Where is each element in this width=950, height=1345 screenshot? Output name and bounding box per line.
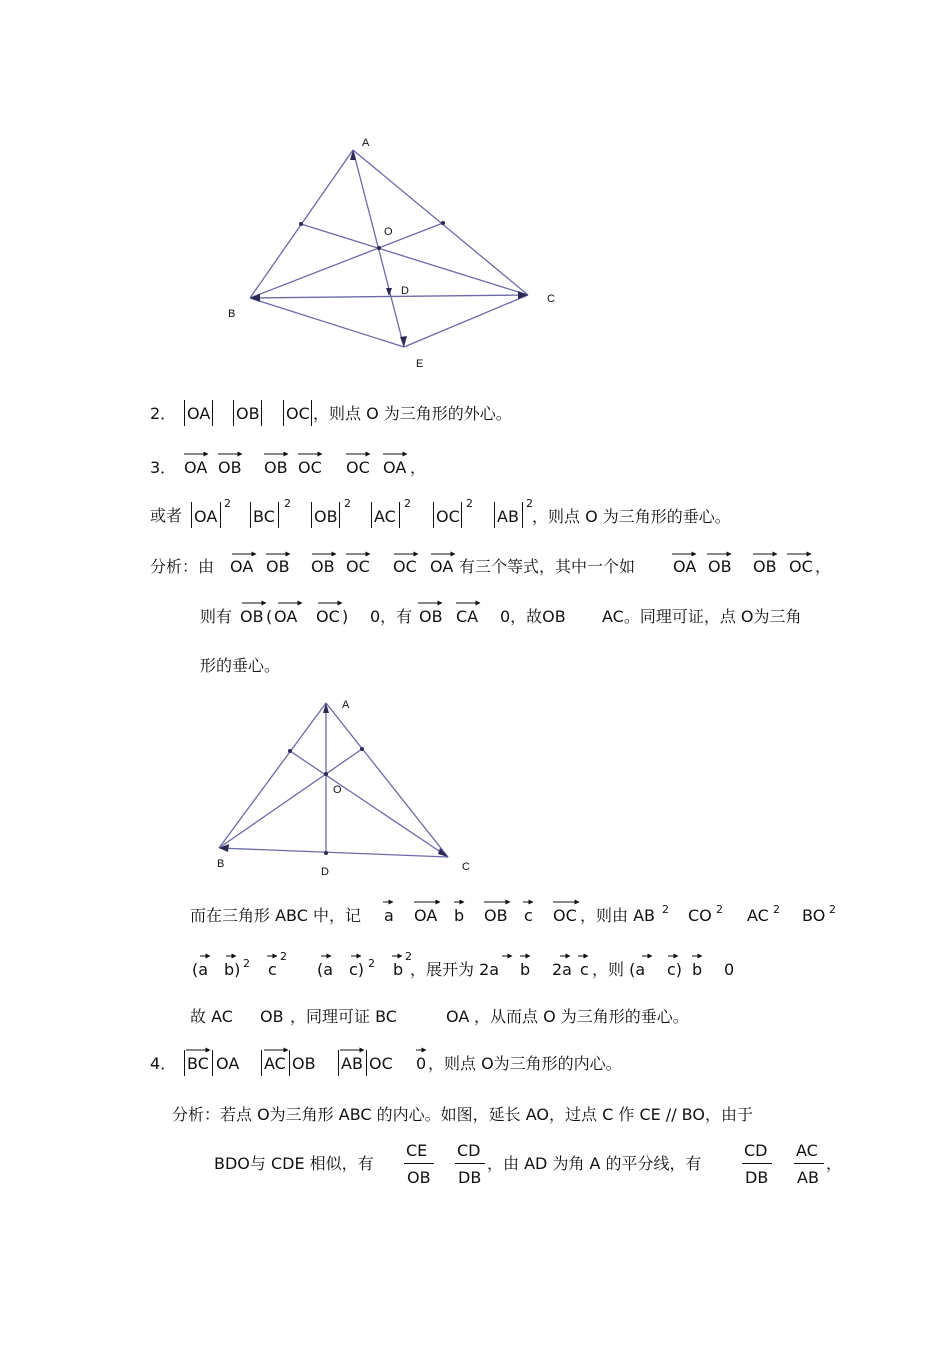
analysis-line-2: BDO与 CDE 相似，有 (214, 1154, 374, 1173)
vector-oc: OC (316, 607, 340, 626)
label-o: O (333, 784, 342, 796)
vector-oc: OC (553, 906, 577, 925)
label-o: O (384, 226, 393, 238)
norm-bc: BC (187, 1054, 209, 1073)
vector-ob: OB (311, 557, 335, 576)
item-2-text: ，则点 O 为三角形的外心。 (313, 404, 512, 423)
expr-c: c) (667, 960, 683, 979)
fraction-numerator: AC (796, 1141, 818, 1160)
fraction-denominator: OB (407, 1168, 431, 1187)
expr-a: (a (192, 960, 209, 979)
figure-triangle-orthocenter (210, 695, 490, 880)
zero: 0 (724, 960, 735, 979)
vector-ob: OB (753, 557, 777, 576)
then-label: 则有 (200, 607, 233, 626)
therefore-ac: 故 AC (190, 1007, 233, 1026)
comma: ， (815, 557, 832, 576)
vector-oa: OA (216, 1054, 240, 1073)
or-text: ，则点 O 为三角形的垂心。 (532, 507, 731, 526)
superscript: 2 (526, 497, 533, 510)
zero-text: 0，故OB (500, 607, 566, 626)
superscript: 2 (466, 497, 473, 510)
fraction-denominator: AB (797, 1168, 819, 1187)
analysis-line-1: 分析：若点 O为三角形 ABC 的内心。如图，延长 AO，过点 C 作 CE // BO，由于 (172, 1105, 753, 1124)
vector-ob: OB (266, 557, 290, 576)
superscript: 2 (405, 950, 412, 963)
segment-ob: OB (260, 1007, 284, 1026)
proof-then: ，则由 AB (580, 906, 656, 925)
edge-bc (219, 848, 448, 857)
vector-oa: OA (414, 906, 438, 925)
symbol-c: c (524, 906, 533, 925)
vector-oa: OA (430, 557, 454, 576)
symbol-a: a (384, 906, 394, 925)
vector-ob: OB (240, 607, 264, 626)
vector-oc: OC (789, 557, 813, 576)
similar-bc: ，同理可证 BC (290, 1007, 397, 1026)
vector-ca: CA (456, 607, 479, 626)
altitude-c (290, 751, 448, 857)
edge-ac (326, 703, 448, 857)
median-b (250, 223, 443, 298)
vector-oa: OA (230, 557, 254, 576)
expr-c: c (580, 960, 589, 979)
vector-ab: AB (497, 507, 519, 526)
fraction-denominator: DB (745, 1168, 769, 1187)
expr-c: c) (349, 960, 365, 979)
altitude-b (219, 749, 362, 848)
expr-b: b (393, 960, 404, 979)
conclusion-line: 形的垂心。 (200, 656, 281, 675)
segment-ac: AC (747, 906, 769, 925)
symbol-b: b (454, 906, 465, 925)
vector-oa: OA (184, 458, 208, 477)
paren-open: ( (266, 607, 273, 626)
edge-ce (404, 295, 528, 347)
vector-ac: AC (374, 507, 396, 526)
expr-b: b (520, 960, 531, 979)
superscript: 2 (284, 497, 291, 510)
superscript: 2 (224, 497, 231, 510)
superscript: 2 (344, 497, 351, 510)
expr-c: c (268, 960, 277, 979)
vector-oc: OC (346, 458, 370, 477)
vector-ob: OB (292, 1054, 316, 1073)
analysis-lead: 分析：由 (150, 557, 215, 576)
or-label: 或者 (150, 506, 183, 525)
label-a: A (342, 699, 350, 711)
vector-ob: OB (264, 458, 288, 477)
expand-text: ，展开为 2a (410, 960, 500, 979)
bisector-text: ，由 AD 为角 A 的平分线，有 (487, 1154, 702, 1173)
analysis-mid: 有三个等式，其中一个如 (459, 557, 636, 576)
label-b: B (217, 858, 225, 870)
superscript: 2 (404, 497, 411, 510)
item-number: 4． (150, 1054, 177, 1073)
edge-be (250, 298, 404, 347)
label-d: D (321, 866, 329, 878)
vector-ob: OB (314, 507, 338, 526)
vector-ob: OB (484, 906, 508, 925)
superscript: 2 (662, 903, 669, 916)
label-c: C (547, 293, 555, 305)
paren-close: ) (342, 607, 349, 626)
superscript: 2 (368, 957, 375, 970)
vector-oa: OA (383, 458, 407, 477)
label-a: A (362, 137, 370, 149)
vector-oc: OC (369, 1054, 393, 1073)
vector-oa: OA (673, 557, 697, 576)
expr-b: b) (224, 960, 241, 979)
zero-vector: 0 (416, 1054, 427, 1073)
vector-oa: OA (187, 404, 211, 423)
superscript: 2 (829, 903, 836, 916)
edge-ab (219, 703, 326, 848)
fraction-numerator: CD (744, 1141, 768, 1160)
item-number: 3． (150, 458, 177, 477)
vector-oc: OC (286, 404, 310, 423)
superscript: 2 (716, 903, 723, 916)
edge-ac (353, 150, 528, 295)
vector-bc: BC (253, 507, 275, 526)
fraction-numerator: CE (406, 1141, 428, 1160)
norm-ac: AC (264, 1054, 286, 1073)
comma: ， (826, 1154, 843, 1173)
label-d: D (401, 285, 409, 297)
vector-ob: OB (218, 458, 242, 477)
fraction-denominator: DB (458, 1168, 482, 1187)
superscript: 2 (280, 950, 287, 963)
vector-ob: OB (236, 404, 260, 423)
figure-triangle-centroid (220, 130, 580, 370)
label-c: C (462, 861, 470, 873)
conclusion-text: AC。同理可证，点 O为三角 (602, 607, 802, 626)
segment-bo: BO (802, 906, 826, 925)
vector-oc: OC (393, 557, 417, 576)
then-text: ，则 (a (592, 960, 646, 979)
norm-ab: AB (341, 1054, 363, 1073)
vector-oa: OA (194, 507, 218, 526)
label-e: E (416, 358, 424, 370)
vector-oc: OC (298, 458, 322, 477)
expr-a: (a (317, 960, 334, 979)
item-4-text: ，则点 O为三角形的内心。 (428, 1054, 622, 1073)
vector-oa: OA (274, 607, 298, 626)
fraction-numerator: CD (457, 1141, 481, 1160)
segment-co: CO (688, 906, 712, 925)
conclusion: ，从而点 O 为三角形的垂心。 (474, 1007, 689, 1026)
comma: ， (410, 458, 427, 477)
vector-ob: OB (708, 557, 732, 576)
superscript: 2 (773, 903, 780, 916)
item-number: 2． (150, 404, 177, 423)
proof-line-1: 而在三角形 ABC 中，记 (190, 906, 361, 925)
label-b: B (228, 308, 236, 320)
vector-oc: OC (346, 557, 370, 576)
superscript: 2 (243, 957, 250, 970)
zero-text: 0，有 (370, 607, 413, 626)
vector-ob: OB (419, 607, 443, 626)
vector-oc: OC (436, 507, 460, 526)
expr-2a: 2a (552, 960, 572, 979)
expr-b: b (692, 960, 703, 979)
segment-oa: OA (446, 1007, 470, 1026)
